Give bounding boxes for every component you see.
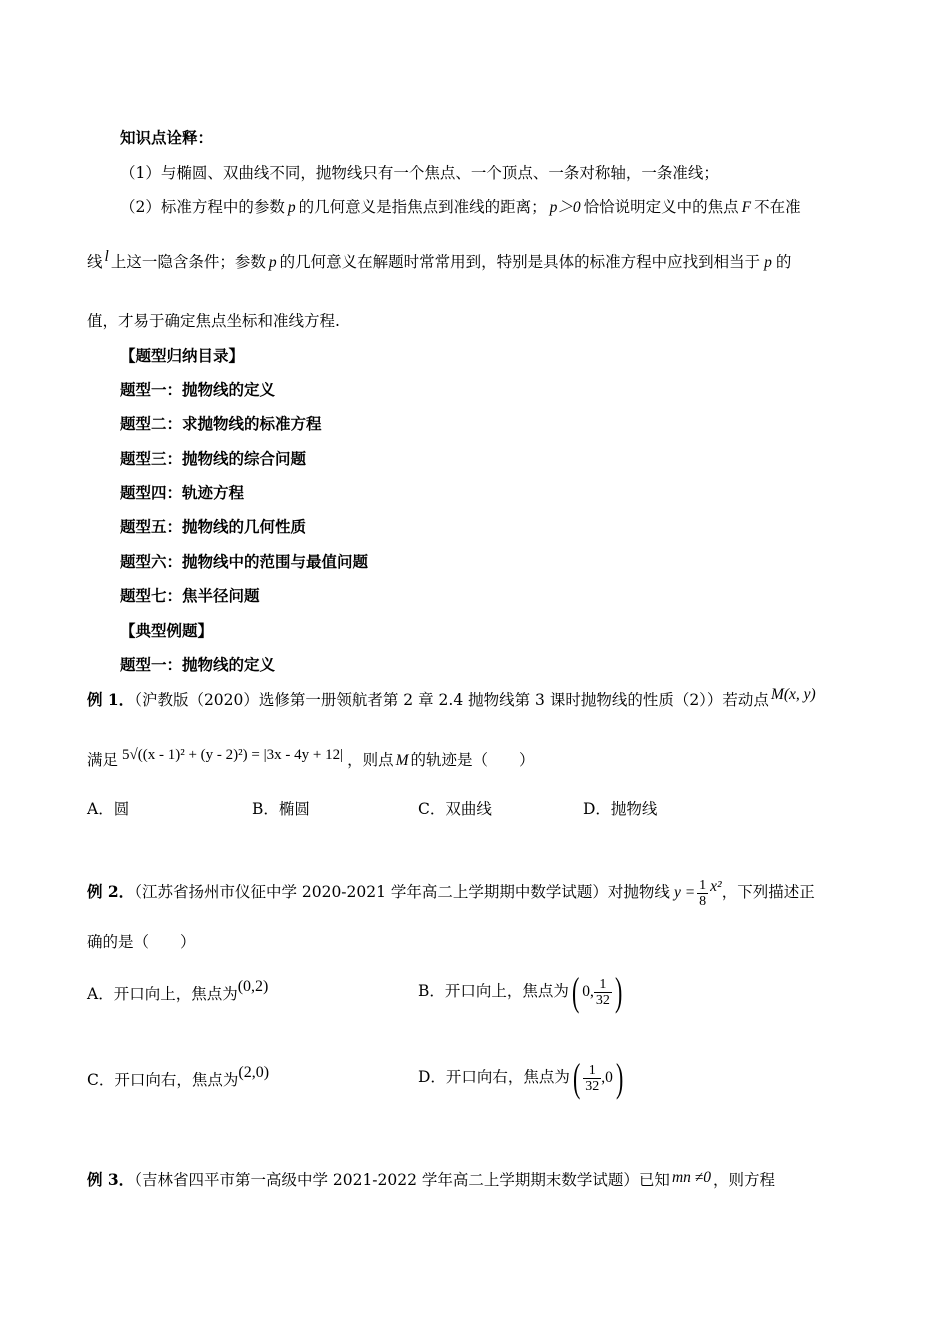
example-2-line-2: 确的是（ ） <box>87 933 196 951</box>
catalog-item: 题型三：抛物线的综合问题 <box>120 449 307 468</box>
ex2-option-d: D．开口向右，焦点为( $\frac{1}{32}$ ,0) <box>418 1055 624 1100</box>
notes-paragraph-4: 值，才易于确定焦点坐标和准线方程. <box>87 312 340 330</box>
catalog-item: 题型五：抛物线的几何性质 <box>120 517 307 536</box>
catalog-item: 题型七：焦半径问题 <box>120 586 260 605</box>
option-b: B．椭圆 <box>252 800 310 818</box>
option-a: A．圆 <box>87 800 130 818</box>
example-1-line-1: 例 1．（沪教版（2020）选修第一册领航者第 2 章 2.4 抛物线第 3 课时抛物线的性质（2））若动点 M(x, y) <box>87 686 816 709</box>
catalog-item: 题型二：求抛物线的标准方程 <box>120 414 322 433</box>
example-2-line-1: 例 2．（江苏省扬州市仪征中学 2020-2021 学年高二上学期期中数学试题）对抛物线 y = $\frac{1}{8}$ x²，下列描述正 <box>87 877 815 909</box>
option-d: D．抛物线 <box>583 800 658 818</box>
ex2-option-b: B．开口向上，焦点为( 0, $\frac{1}{32}$ ) <box>418 969 623 1014</box>
ex2-option-a: A．开口向上，焦点为(0,2) <box>87 978 269 1003</box>
notes-paragraph-3: 线 l 上这一隐含条件；参数 p 的几何意义在解题时常常用到，特别是具体的标准方程中应找到相当于 p 的 <box>87 248 792 271</box>
catalog-heading: 【题型归纳目录】 <box>120 346 245 365</box>
catalog-item: 题型四：轨迹方程 <box>120 483 245 502</box>
notes-heading: 知识点诠释： <box>120 128 214 147</box>
example-1-line-2: 满足 5√((x - 1)² + (y - 2)²) = |3x - 4y + 12| ，则点 M 的轨迹是（ ） <box>87 747 535 769</box>
notes-paragraph-1: （1）与椭圆、双曲线不同，抛物线只有一个焦点、一个顶点、一条对称轴，一条准线； <box>120 164 719 182</box>
ex2-option-c: C．开口向右，焦点为(2,0) <box>87 1064 270 1089</box>
example-3-line-1: 例 3．（吉林省四平市第一高级中学 2021-2022 学年高二上学期期末数学试题）已知 mn ≠0 ，则方程 <box>87 1169 776 1189</box>
option-c: C．双曲线 <box>418 800 492 818</box>
catalog-item: 题型一：抛物线的定义 <box>120 380 276 399</box>
catalog-item: 题型六：抛物线中的范围与最值问题 <box>120 552 369 571</box>
ex2-fraction: $\frac{1}{8}$ <box>699 877 707 909</box>
examples-heading: 【典型例题】 <box>120 621 214 640</box>
ex1-equation: 5√((x - 1)² + (y - 2)²) = |3x - 4y + 12| <box>122 747 344 763</box>
section-title: 题型一：抛物线的定义 <box>120 655 276 674</box>
notes-paragraph-2: （2）标准方程中的参数 p 的几何意义是指焦点到准线的距离； p＞0 恰恰说明定义中的焦点 F 不在准 <box>120 198 801 216</box>
